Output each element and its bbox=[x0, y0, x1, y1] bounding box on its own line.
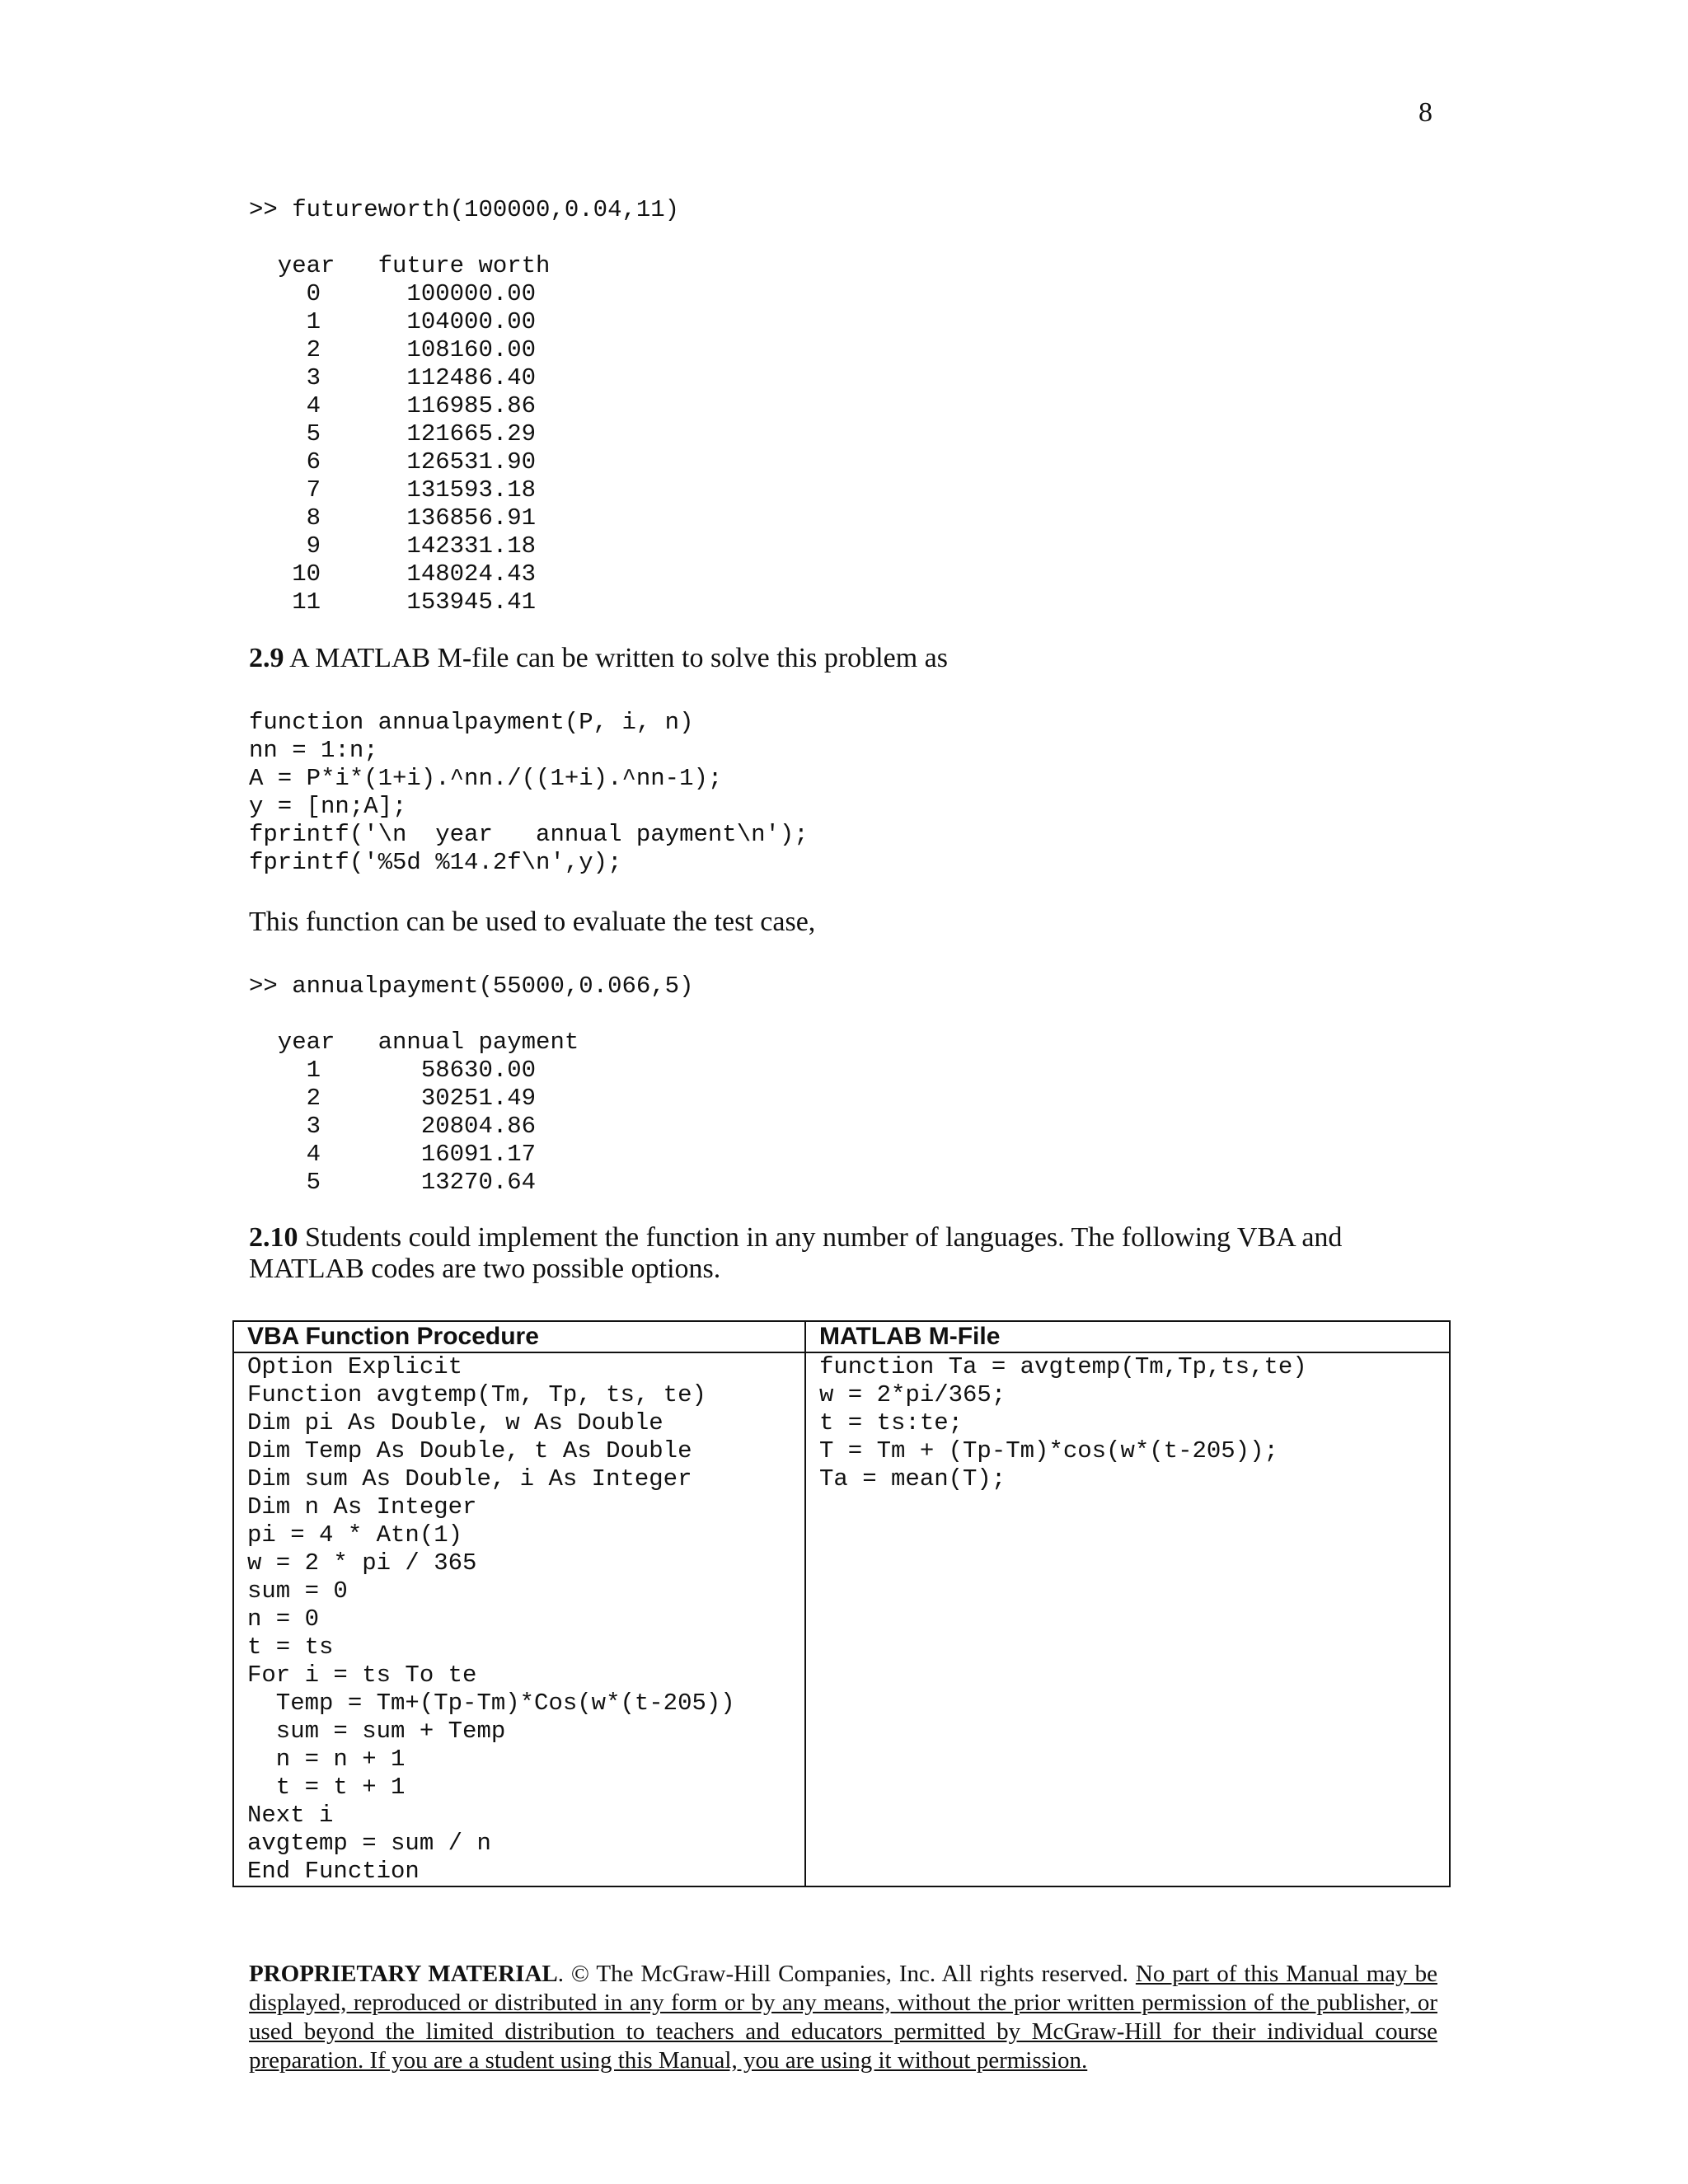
problem-2-9-number: 2.9 bbox=[249, 643, 284, 673]
code-comparison-table bbox=[232, 1320, 1451, 1887]
futureworth-output: year future worth 0 100000.00 1 104000.00 2 108160.00 3 112486.40 4 116985.86 5 121665.29 6 126531.90 7 131593.18 8 136856.91 9 142331.18 10 148024.43 11 153945.41 bbox=[277, 252, 551, 616]
footer-notice: No part of this Manual may be displayed, reproduced or distributed in any form or by any means, without the prior written permission of the publisher, or used beyond the limited distribution to teachers and educators permitted by McGraw-Hill for their individual course preparation. If you are a student using this Manual, you are using it without permission. bbox=[249, 1961, 1437, 2074]
footer-copyright: . © The McGraw-Hill Companies, Inc. All rights reserved. bbox=[557, 1961, 1136, 1987]
footer-bold-label: PROPRIETARY MATERIAL bbox=[249, 1961, 558, 1987]
page-number: 8 bbox=[1418, 97, 1432, 128]
futureworth-command: >> futureworth(100000,0.04,11) bbox=[249, 196, 680, 223]
vba-code-cell bbox=[233, 1352, 805, 1886]
table-code-row bbox=[233, 1352, 1450, 1886]
annualpayment-command: >> annualpayment(55000,0.066,5) bbox=[249, 972, 694, 1000]
problem-2-10-text: Students could implement the function in any number of languages. The following VBA and MATLAB codes are two possible options. bbox=[249, 1222, 1343, 1284]
vba-header: VBA Function Procedure bbox=[233, 1321, 805, 1352]
annualpayment-output: year annual payment 1 58630.00 2 30251.49 3 20804.86 4 16091.17 5 13270.64 bbox=[277, 1029, 579, 1196]
proprietary-footer bbox=[249, 1960, 1437, 2075]
matlab-code-cell bbox=[805, 1352, 1450, 1886]
usage-text: This function can be used to evaluate the test case, bbox=[249, 907, 816, 937]
matlab-header: MATLAB M-File bbox=[805, 1321, 1450, 1352]
problem-2-10-number: 2.10 bbox=[249, 1222, 298, 1253]
problem-2-10-statement bbox=[249, 1222, 1437, 1285]
annualpayment-code: function annualpayment(P, i, n) nn = 1:n; A = P*i*(1+i).^nn./((1+i).^nn-1); y = [nn;A]; fprintf('\n year annual payment\n'); fprintf('%5d %14.2f\n',y); bbox=[249, 709, 809, 876]
problem-2-9-statement bbox=[249, 643, 948, 674]
vba-code: Option Explicit Function avgtemp(Tm, Tp, ts, te) Dim pi As Double, w As Double Dim Temp As Double, t As Double Dim sum As Double, i As Integer Dim n As Integer pi = 4 * Atn(1) w = 2 * pi / 365 sum = 0 n = 0 t = ts For i = ts To te Temp = Tm+(Tp-Tm)*Cos(w*(t-205)) sum = sum + Temp n = n + 1 t = t + 1 Next i avgtemp = sum / n End Function bbox=[247, 1353, 735, 1885]
problem-2-9-text: A MATLAB M-file can be written to solve this problem as bbox=[284, 643, 948, 673]
table-header-row bbox=[233, 1321, 1450, 1352]
matlab-code: function Ta = avgtemp(Tm,Tp,ts,te) w = 2*pi/365; t = ts:te; T = Tm + (Tp-Tm)*cos(w*(t-205)); Ta = mean(T); bbox=[819, 1353, 1307, 1493]
